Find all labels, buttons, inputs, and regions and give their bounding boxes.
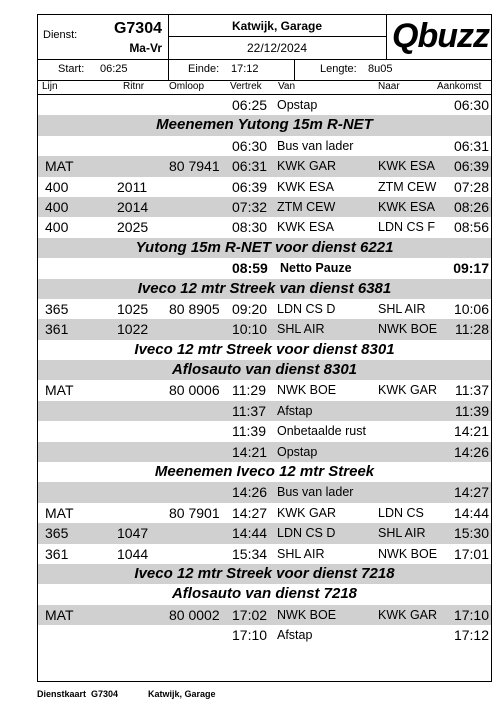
van-cell: Afstap xyxy=(277,403,313,418)
start-value: 06:25 xyxy=(100,63,128,75)
aankomst-cell: 08:26 xyxy=(453,198,489,215)
table-row xyxy=(38,197,491,217)
aankomst-cell: 06:30 xyxy=(453,97,489,113)
omloop-cell: 80 7941 xyxy=(169,158,220,175)
ritnr-cell: 1044 xyxy=(117,545,149,562)
duty-card xyxy=(37,14,492,682)
section-heading-row xyxy=(38,238,491,258)
einde-label: Einde: xyxy=(188,63,220,75)
vertrek-cell: 09:20 xyxy=(232,300,268,317)
vertrek-cell: 17:02 xyxy=(232,606,268,623)
naar-cell: KWK ESA xyxy=(378,199,435,214)
pause-label: Netto Pauze xyxy=(280,261,352,276)
aankomst-cell: 08:56 xyxy=(453,219,489,236)
ritnr-cell: 2011 xyxy=(117,178,148,195)
ritnr-cell: 1022 xyxy=(117,321,149,338)
section-heading: Iveco 12 mtr Streek voor dienst 7218 xyxy=(134,564,395,582)
schedule-rows xyxy=(38,95,491,646)
section-heading-row xyxy=(38,462,491,482)
section-heading-row xyxy=(38,564,491,584)
vertrek-cell: 06:31 xyxy=(232,158,268,175)
aankomst-cell: 14:44 xyxy=(453,504,489,521)
naar-cell: LDN CS F xyxy=(378,220,435,235)
section-heading: Meenemen Yutong 15m R-NET xyxy=(156,116,373,134)
section-heading: Iveco 12 mtr Streek van dienst 6381 xyxy=(137,279,392,297)
van-cell: LDN CS D xyxy=(277,526,336,541)
table-row xyxy=(38,605,491,625)
van-cell: KWK ESA xyxy=(277,179,334,194)
vertrek-cell: 14:21 xyxy=(232,443,268,460)
aankomst-cell: 17:10 xyxy=(453,606,489,623)
ritnr-cell: 2025 xyxy=(117,219,149,236)
aankomst-cell: 11:28 xyxy=(455,321,489,338)
aankomst-cell: 11:39 xyxy=(455,402,489,419)
lengte-label: Lengte: xyxy=(320,63,357,75)
aankomst-cell: 07:28 xyxy=(453,178,489,195)
start-label: Start: xyxy=(58,63,85,75)
vertrek-cell: 11:29 xyxy=(232,382,266,399)
van-cell: SHL AIR xyxy=(277,322,325,337)
dienst-days: Ma-Vr xyxy=(129,41,162,55)
aankomst-cell: 06:39 xyxy=(453,158,489,175)
naar-cell: ZTM CEW xyxy=(378,179,437,194)
lijn-cell: 400 xyxy=(45,219,69,236)
naar-cell: SHL AIR xyxy=(378,526,426,541)
naar-cell: SHL AIR xyxy=(378,301,426,316)
naar-cell: LDN CS xyxy=(378,505,424,520)
dienst-code: G7304 xyxy=(113,20,162,37)
column-headers xyxy=(38,81,491,95)
table-row xyxy=(38,442,491,462)
location: Katwijk, Garage xyxy=(231,19,323,33)
col-van: Van xyxy=(278,81,296,92)
table-row xyxy=(38,421,491,441)
naar-cell: NWK BOE xyxy=(378,322,438,337)
van-cell: NWK BOE xyxy=(277,383,337,398)
section-heading: Yutong 15m R-NET voor dienst 6221 xyxy=(135,238,394,256)
omloop-cell: 80 8905 xyxy=(169,300,220,317)
table-row xyxy=(38,380,491,400)
vertrek-cell: 14:44 xyxy=(232,525,268,542)
aankomst-cell: 06:31 xyxy=(453,137,489,154)
aankomst-cell: 09:17 xyxy=(453,260,489,277)
vertrek-cell: 06:30 xyxy=(232,137,268,154)
lijn-cell: 400 xyxy=(45,178,69,195)
table-row xyxy=(38,523,491,543)
aankomst-cell: 14:21 xyxy=(453,423,489,440)
aankomst-cell: 10:06 xyxy=(453,300,489,317)
vertrek-cell: 14:26 xyxy=(232,484,268,501)
vertrek-cell: 11:39 xyxy=(232,423,266,440)
table-row xyxy=(38,217,491,237)
van-cell: KWK ESA xyxy=(277,220,334,235)
van-cell: Afstap xyxy=(277,628,313,643)
naar-cell: KWK GAR xyxy=(378,383,438,398)
naar-cell: KWK ESA xyxy=(378,159,435,174)
vertrek-cell: 07:32 xyxy=(232,198,268,215)
table-row xyxy=(38,319,491,339)
van-cell: KWK GAR xyxy=(277,505,337,520)
aankomst-cell: 11:37 xyxy=(455,382,489,399)
section-heading: Aflosauto van dienst 7218 xyxy=(171,585,358,603)
van-cell: Onbetaalde rust xyxy=(277,424,366,439)
omloop-cell: 80 0006 xyxy=(169,382,220,399)
vertrek-cell: 06:39 xyxy=(232,178,268,195)
section-heading-row xyxy=(38,115,491,135)
col-ritnr: Ritnr xyxy=(123,81,145,92)
divider xyxy=(294,59,295,80)
ritnr-cell: 1025 xyxy=(117,300,149,317)
section-heading-row xyxy=(38,360,491,380)
vertrek-cell: 17:10 xyxy=(232,627,268,644)
van-cell: KWK GAR xyxy=(277,159,337,174)
section-heading-row xyxy=(38,340,491,360)
table-row xyxy=(38,177,491,197)
footer-doc-label: Dienstkaart xyxy=(37,689,87,699)
qbuzz-logo: Qbuzz xyxy=(392,17,489,55)
table-row xyxy=(38,136,491,156)
aankomst-cell: 17:01 xyxy=(453,545,489,562)
lijn-cell: MAT xyxy=(45,158,74,175)
lijn-cell: 361 xyxy=(45,321,69,338)
section-heading: Aflosauto van dienst 8301 xyxy=(171,361,358,379)
table-row xyxy=(38,482,491,502)
table-row xyxy=(38,503,491,523)
section-heading: Meenemen Iveco 12 mtr Streek xyxy=(154,463,375,481)
col-lijn: Lijn xyxy=(42,81,58,92)
col-omloop: Omloop xyxy=(169,81,205,92)
divider xyxy=(168,59,169,80)
van-cell: SHL AIR xyxy=(277,546,325,561)
section-heading-row xyxy=(38,279,491,299)
lijn-cell: MAT xyxy=(45,606,74,623)
location-date-cell xyxy=(168,15,387,59)
col-naar: Naar xyxy=(378,81,400,92)
section-heading-row xyxy=(38,584,491,604)
lengte-value: 8u05 xyxy=(368,63,393,75)
table-row xyxy=(38,401,491,421)
omloop-cell: 80 7901 xyxy=(169,504,220,521)
ritnr-cell: 2014 xyxy=(117,198,149,215)
lijn-cell: MAT xyxy=(45,504,74,521)
van-cell: Opstap xyxy=(277,444,318,459)
date: 22/12/2024 xyxy=(246,41,308,55)
card-header xyxy=(38,15,491,60)
table-row xyxy=(38,156,491,176)
van-cell: Bus van lader xyxy=(277,485,354,500)
lijn-cell: 400 xyxy=(45,198,69,215)
dienst-label: Dienst: xyxy=(43,29,78,41)
vertrek-cell: 06:25 xyxy=(232,97,268,113)
lijn-cell: 365 xyxy=(45,300,69,317)
vertrek-cell: 10:10 xyxy=(232,321,268,338)
pause-row xyxy=(38,258,491,278)
vertrek-cell: 14:27 xyxy=(232,504,268,521)
van-cell: Bus van lader xyxy=(277,138,354,153)
times-row xyxy=(38,59,491,81)
aankomst-cell: 15:30 xyxy=(453,525,489,542)
naar-cell: NWK BOE xyxy=(378,546,438,561)
footer-doc-code: G7304 xyxy=(91,689,119,699)
vertrek-cell: 11:37 xyxy=(232,402,266,419)
van-cell: ZTM CEW xyxy=(277,199,336,214)
table-row xyxy=(38,95,491,115)
divider xyxy=(168,36,386,37)
omloop-cell: 80 0002 xyxy=(169,606,220,623)
naar-cell: KWK GAR xyxy=(378,607,438,622)
lijn-cell: 361 xyxy=(45,545,69,562)
footer-location: Katwijk, Garage xyxy=(148,689,216,699)
vertrek-cell: 08:30 xyxy=(232,219,268,236)
ritnr-cell: 1047 xyxy=(117,525,149,542)
col-vertrek: Vertrek xyxy=(230,81,262,92)
van-cell: LDN CS D xyxy=(277,301,336,316)
section-heading: Iveco 12 mtr Streek voor dienst 8301 xyxy=(134,340,395,358)
aankomst-cell: 17:12 xyxy=(453,627,489,644)
vertrek-cell: 08:59 xyxy=(232,260,268,277)
table-row xyxy=(38,625,491,645)
col-aankomst: Aankomst xyxy=(437,81,482,92)
van-cell: NWK BOE xyxy=(277,607,337,622)
dienst-cell xyxy=(38,15,169,59)
lijn-cell: 365 xyxy=(45,525,69,542)
lijn-cell: MAT xyxy=(45,382,74,399)
vertrek-cell: 15:34 xyxy=(232,545,268,562)
einde-value: 17:12 xyxy=(231,63,259,75)
table-row xyxy=(38,544,491,564)
aankomst-cell: 14:26 xyxy=(453,443,489,460)
van-cell: Opstap xyxy=(277,98,318,112)
aankomst-cell: 14:27 xyxy=(453,484,489,501)
table-row xyxy=(38,299,491,319)
